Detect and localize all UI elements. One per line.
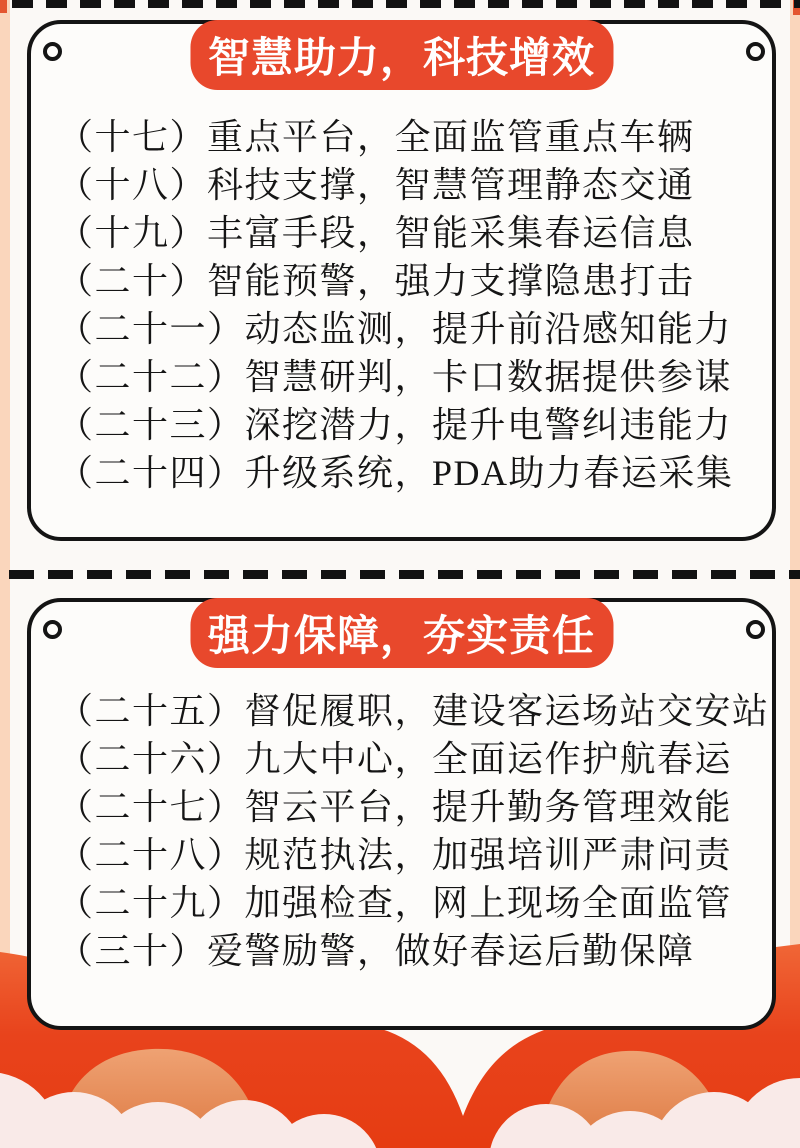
section-title: 强力保障，夯实责任 xyxy=(207,612,596,659)
dashed-separator xyxy=(9,570,800,579)
eyelet-icon xyxy=(746,620,765,639)
list-item: （十八）科技支撑，智慧管理静态交通 xyxy=(57,165,695,205)
section-title-banner xyxy=(190,20,613,90)
section-card-smart-tech xyxy=(27,20,776,541)
list-item: （二十八）规范执法，加强培训严肃问责 xyxy=(57,835,733,875)
list-item: （二十六）九大中心，全面运作护航春运 xyxy=(57,739,733,779)
list-item: （二十二）智慧研判，卡口数据提供参谋 xyxy=(57,357,733,397)
list-item: （二十七）智云平台，提升勤务管理效能 xyxy=(57,787,733,827)
section-card-strong-guarantee xyxy=(27,598,776,1030)
item-list xyxy=(57,113,766,497)
top-left-red-accent xyxy=(0,0,7,13)
list-item: （二十九）加强检查，网上现场全面监管 xyxy=(57,883,733,923)
list-item: （二十四）升级系统，PDA助力春运采集 xyxy=(57,453,734,493)
eyelet-icon xyxy=(43,620,62,639)
top-dashed-border xyxy=(12,0,800,8)
eyelet-icon xyxy=(746,42,765,61)
section-title-banner xyxy=(190,598,613,668)
list-item: （三十）爱警励警，做好春运后勤保障 xyxy=(57,931,695,971)
list-item: （二十）智能预警，强力支撑隐患打击 xyxy=(57,261,695,301)
list-item: （二十三）深挖潜力，提升电警纠违能力 xyxy=(57,405,733,445)
list-item: （十七）重点平台，全面监管重点车辆 xyxy=(57,117,695,157)
list-item: （十九）丰富手段，智能采集春运信息 xyxy=(57,213,695,253)
list-item: （二十一）动态监测，提升前沿感知能力 xyxy=(57,309,733,349)
item-list xyxy=(57,687,770,975)
list-item: （二十五）督促履职，建设客运场站交安站 xyxy=(57,691,770,731)
section-title: 智慧助力，科技增效 xyxy=(207,34,596,81)
eyelet-icon xyxy=(43,42,62,61)
